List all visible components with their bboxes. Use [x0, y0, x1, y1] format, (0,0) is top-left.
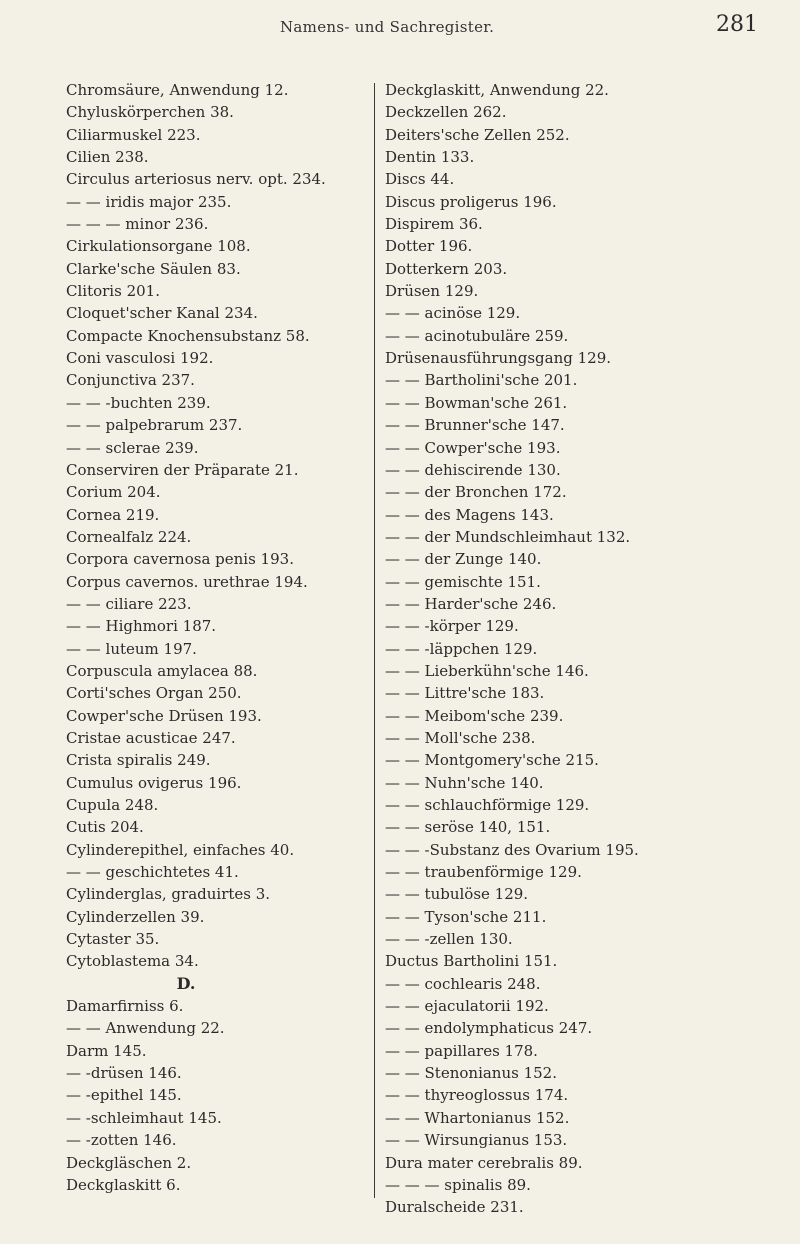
index-entry: Compacte Knochensubstanz 58. [66, 326, 310, 345]
index-entry: — — Anwendung 22. [66, 1019, 225, 1038]
index-entry: Clitoris 201. [66, 282, 160, 301]
index-entry: — — Wirsungianus 153. [385, 1131, 568, 1150]
index-entry: Darm 145. [66, 1041, 147, 1060]
index-entry: — — Harder'sche 246. [385, 594, 557, 613]
running-title: Namens- und Sachregister. [280, 18, 495, 36]
index-entry: — — Bartholini'sche 201. [385, 371, 578, 390]
index-entry: Cylinderzellen 39. [66, 907, 205, 926]
index-entry: — — tubulöse 129. [385, 885, 529, 904]
index-entry: Deckgläschen 2. [66, 1153, 192, 1172]
index-entry: — — der Bronchen 172. [385, 483, 567, 502]
index-entry: — — luteum 197. [66, 639, 197, 658]
index-entry: Deckglaskitt, Anwendung 22. [385, 81, 609, 99]
index-entry: — — dehiscirende 130. [385, 460, 561, 479]
index-entry: — — — spinalis 89. [385, 1175, 531, 1194]
section-letter-heading: D. [176, 973, 196, 993]
index-entry: — — Highmori 187. [66, 617, 217, 636]
index-entry: — -schleimhaut 145. [66, 1108, 222, 1127]
index-entry: — — schlauchförmige 129. [385, 796, 590, 814]
index-entry: Cilien 238. [66, 148, 149, 167]
index-entry: Cirkulationsorgane 108. [66, 237, 251, 256]
index-entry: — — -läppchen 129. [385, 639, 538, 658]
index-entry: — — endolymphaticus 247. [385, 1019, 593, 1038]
index-entry: — — — minor 236. [66, 215, 209, 234]
index-entry: — — -zellen 130. [385, 930, 513, 949]
index-entry: Conjunctiva 237. [66, 371, 195, 390]
index-entry: — — Moll'sche 238. [385, 728, 536, 747]
index-entry: Dura mater cerebralis 89. [385, 1153, 583, 1172]
index-entry: Cutis 204. [66, 818, 144, 837]
index-entry: Cornea 219. [66, 505, 160, 524]
page-header [0, 10, 800, 40]
index-entry: — — acinotubuläre 259. [385, 326, 569, 345]
index-entry: Damarfirniss 6. [66, 997, 184, 1016]
index-entry: — — -Substanz des Ovarium 195. [385, 840, 639, 859]
index-entry: Duralscheide 231. [385, 1198, 524, 1217]
index-entry: Cupula 248. [66, 796, 159, 814]
index-entry: — — papillares 178. [385, 1041, 538, 1060]
index-entry: Cornealfalz 224. [66, 527, 192, 546]
index-entry: Crista spiralis 249. [66, 751, 211, 770]
left-index-column [66, 79, 366, 1196]
index-entry: Corium 204. [66, 483, 161, 502]
index-entry: — — der Zunge 140. [385, 550, 542, 569]
index-entry: — — gemischte 151. [385, 572, 541, 591]
index-entry: Cytoblastema 34. [66, 952, 199, 971]
index-entry: — -epithel 145. [66, 1086, 182, 1105]
index-entry: — — Montgomery'sche 215. [385, 751, 599, 770]
right-index-column [385, 79, 795, 1219]
index-entry: Cloquet'scher Kanal 234. [66, 304, 258, 323]
index-entry: Drüsen 129. [385, 282, 479, 301]
index-entry: Cylinderepithel, einfaches 40. [66, 840, 295, 859]
index-entry: — — ejaculatorii 192. [385, 997, 549, 1016]
index-entry: Clarke'sche Säulen 83. [66, 259, 241, 278]
index-entry: — — iridis major 235. [66, 192, 232, 211]
index-entry: Cylinderglas, graduirtes 3. [66, 885, 271, 904]
index-entry: — — der Mundschleimhaut 132. [385, 527, 631, 546]
index-entry: — — Brunner'sche 147. [385, 416, 565, 435]
index-entry: Corti'sches Organ 250. [66, 684, 242, 703]
index-entry: Coni vasculosi 192. [66, 349, 214, 368]
index-entry: — — Stenonianus 152. [385, 1064, 557, 1083]
index-entry: — — sclerae 239. [66, 438, 199, 457]
index-entry: — — Littre'sche 183. [385, 684, 545, 703]
index-entry: — — Bowman'sche 261. [385, 393, 568, 412]
index-entry: — — Lieberkühn'sche 146. [385, 661, 589, 680]
index-entry: Ductus Bartholini 151. [385, 952, 558, 971]
index-entry: Ciliarmuskel 223. [66, 125, 201, 144]
index-entry: Dotterkern 203. [385, 259, 508, 278]
index-entry: Discs 44. [385, 170, 455, 189]
column-divider [374, 83, 375, 1198]
index-entry: — — des Magens 143. [385, 505, 554, 524]
index-entry: — — Nuhn'sche 140. [385, 773, 544, 792]
page-number: 281 [716, 12, 758, 37]
index-entry: Dotter 196. [385, 237, 473, 256]
index-entry: Cristae acusticae 247. [66, 728, 236, 747]
index-entry: — — seröse 140, 151. [385, 818, 551, 837]
index-entry: — — cochlearis 248. [385, 974, 541, 993]
index-entry: — — thyreoglossus 174. [385, 1086, 569, 1105]
index-entry: — — Cowper'sche 193. [385, 438, 561, 457]
index-entry: Chyluskörperchen 38. [66, 103, 234, 122]
index-entry: — -zotten 146. [66, 1131, 177, 1150]
index-entry: — — acinöse 129. [385, 304, 521, 323]
index-entry: Conserviren der Präparate 21. [66, 460, 299, 479]
index-entry: — — geschichtetes 41. [66, 863, 239, 882]
index-entry: Cytaster 35. [66, 930, 160, 949]
index-entry: Deckzellen 262. [385, 103, 507, 122]
index-entry: — — -körper 129. [385, 617, 519, 636]
index-entry: Deckglaskitt 6. [66, 1175, 181, 1194]
index-entry: Cowper'sche Drüsen 193. [66, 706, 262, 725]
index-entry: Dispirem 36. [385, 215, 483, 234]
index-entry: — — Meibom'sche 239. [385, 706, 564, 725]
index-entry: — — traubenförmige 129. [385, 863, 582, 882]
index-entry: — — ciliare 223. [66, 594, 192, 613]
index-entry: Cumulus ovigerus 196. [66, 773, 242, 792]
index-entry: Corpuscula amylacea 88. [66, 661, 258, 680]
index-entry: Drüsenausführungsgang 129. [385, 349, 612, 368]
index-entry: — — -buchten 239. [66, 393, 211, 412]
index-entry: Corpus cavernos. urethrae 194. [66, 572, 308, 591]
index-entry: — — palpebrarum 237. [66, 416, 243, 435]
index-entry: — — Tyson'sche 211. [385, 907, 547, 926]
index-entry: Chromsäure, Anwendung 12. [66, 81, 289, 99]
index-entry: Corpora cavernosa penis 193. [66, 550, 294, 569]
index-entry: — -drüsen 146. [66, 1064, 182, 1083]
index-entry: Discus proligerus 196. [385, 192, 557, 211]
index-entry: Circulus arteriosus nerv. opt. 234. [66, 170, 326, 189]
index-entry: Deiters'sche Zellen 252. [385, 125, 570, 144]
index-entry: Dentin 133. [385, 148, 475, 167]
index-entry: — — Whartonianus 152. [385, 1108, 570, 1127]
